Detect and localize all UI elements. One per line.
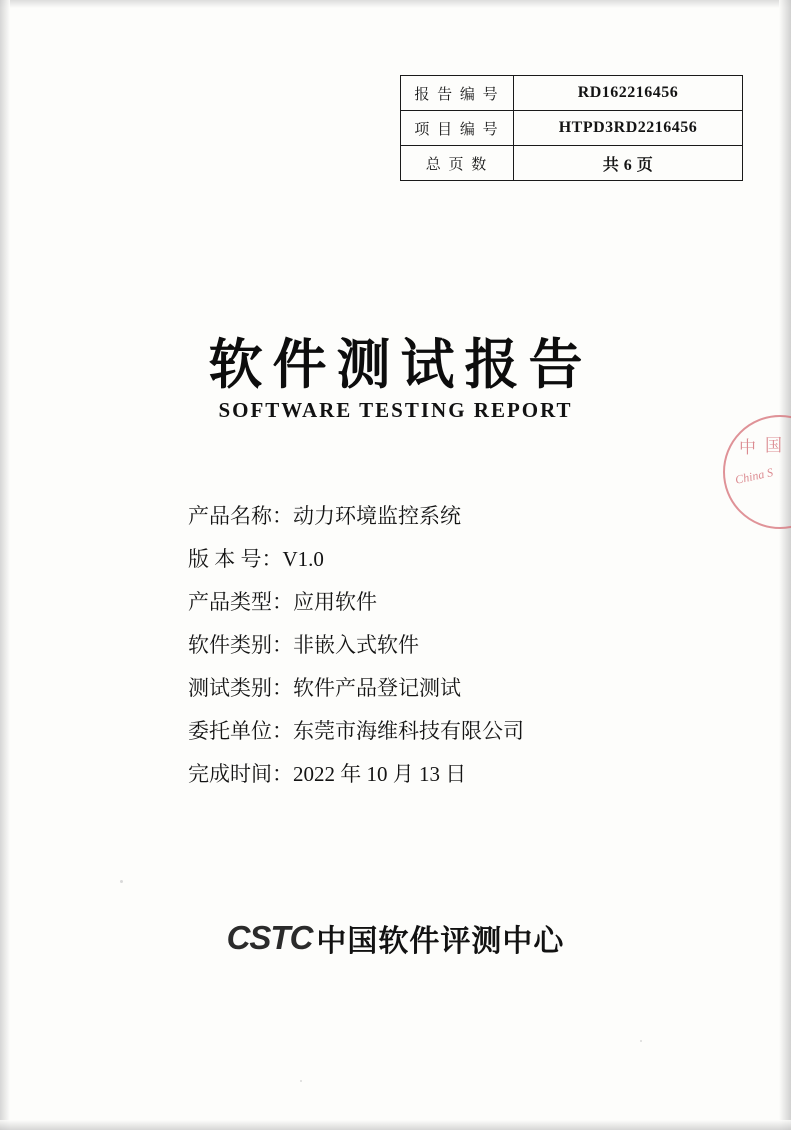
product-type-value: 应用软件 — [293, 590, 377, 614]
organization-name: 中国软件评测中心 — [316, 925, 565, 958]
list-item — [188, 543, 708, 586]
product-name-value: 动力环境监控系统 — [293, 504, 461, 528]
completion-date-value: 2022 年 10 月 13 日 — [293, 762, 467, 786]
page-subtitle-english: SOFTWARE TESTING REPORT — [218, 398, 573, 422]
client-organization-label: 委托单位： — [188, 719, 293, 743]
version-label: 版 本 号： — [188, 547, 283, 571]
project-number-label: 项 目 编 号 — [401, 111, 514, 146]
software-category-value: 非嵌入式软件 — [293, 633, 419, 657]
product-name-label: 产品名称： — [188, 504, 293, 528]
page-edge-bottom — [0, 1120, 791, 1130]
version-value: V1.0 — [282, 547, 324, 571]
page-count-label: 总 页 数 — [401, 146, 514, 181]
seal-char-1: 中 — [739, 438, 756, 457]
list-item — [188, 758, 708, 801]
page-edge-top — [0, 0, 791, 8]
list-item — [188, 586, 708, 629]
page-edge-left — [0, 0, 10, 1130]
list-item — [188, 715, 708, 758]
test-category-value: 软件产品登记测试 — [293, 676, 461, 700]
page-count-value: 共 6 页 — [514, 146, 743, 181]
page-title: 软件测试报告 — [208, 335, 593, 395]
test-category-label: 测试类别： — [188, 676, 293, 700]
scan-speck — [300, 1080, 302, 1082]
seal-char-2: 国 — [765, 436, 782, 455]
list-item — [188, 672, 708, 715]
report-info-table — [400, 75, 743, 181]
list-item — [188, 629, 708, 672]
list-item — [188, 500, 708, 543]
red-seal-stamp — [723, 415, 791, 529]
software-category-label: 软件类别： — [188, 633, 293, 657]
scan-speck — [120, 880, 123, 883]
product-type-label: 产品类型： — [188, 590, 293, 614]
completion-date-label: 完成时间： — [188, 762, 293, 786]
report-number-value: RD162216456 — [514, 76, 743, 111]
table-row — [401, 146, 743, 181]
footer-logo — [0, 916, 791, 960]
project-number-value: HTPD3RD2216456 — [514, 111, 743, 146]
scan-speck — [640, 1040, 642, 1042]
client-organization-value: 东莞市海维科技有限公司 — [293, 719, 524, 743]
seal-text-english: China S — [733, 465, 775, 487]
cstc-logo-text: CSTC — [226, 919, 313, 956]
report-number-label: 报 告 编 号 — [401, 76, 514, 111]
report-fields-list — [188, 500, 708, 801]
page-edge-right — [779, 0, 791, 1130]
table-row — [401, 111, 743, 146]
table-row — [401, 76, 743, 111]
